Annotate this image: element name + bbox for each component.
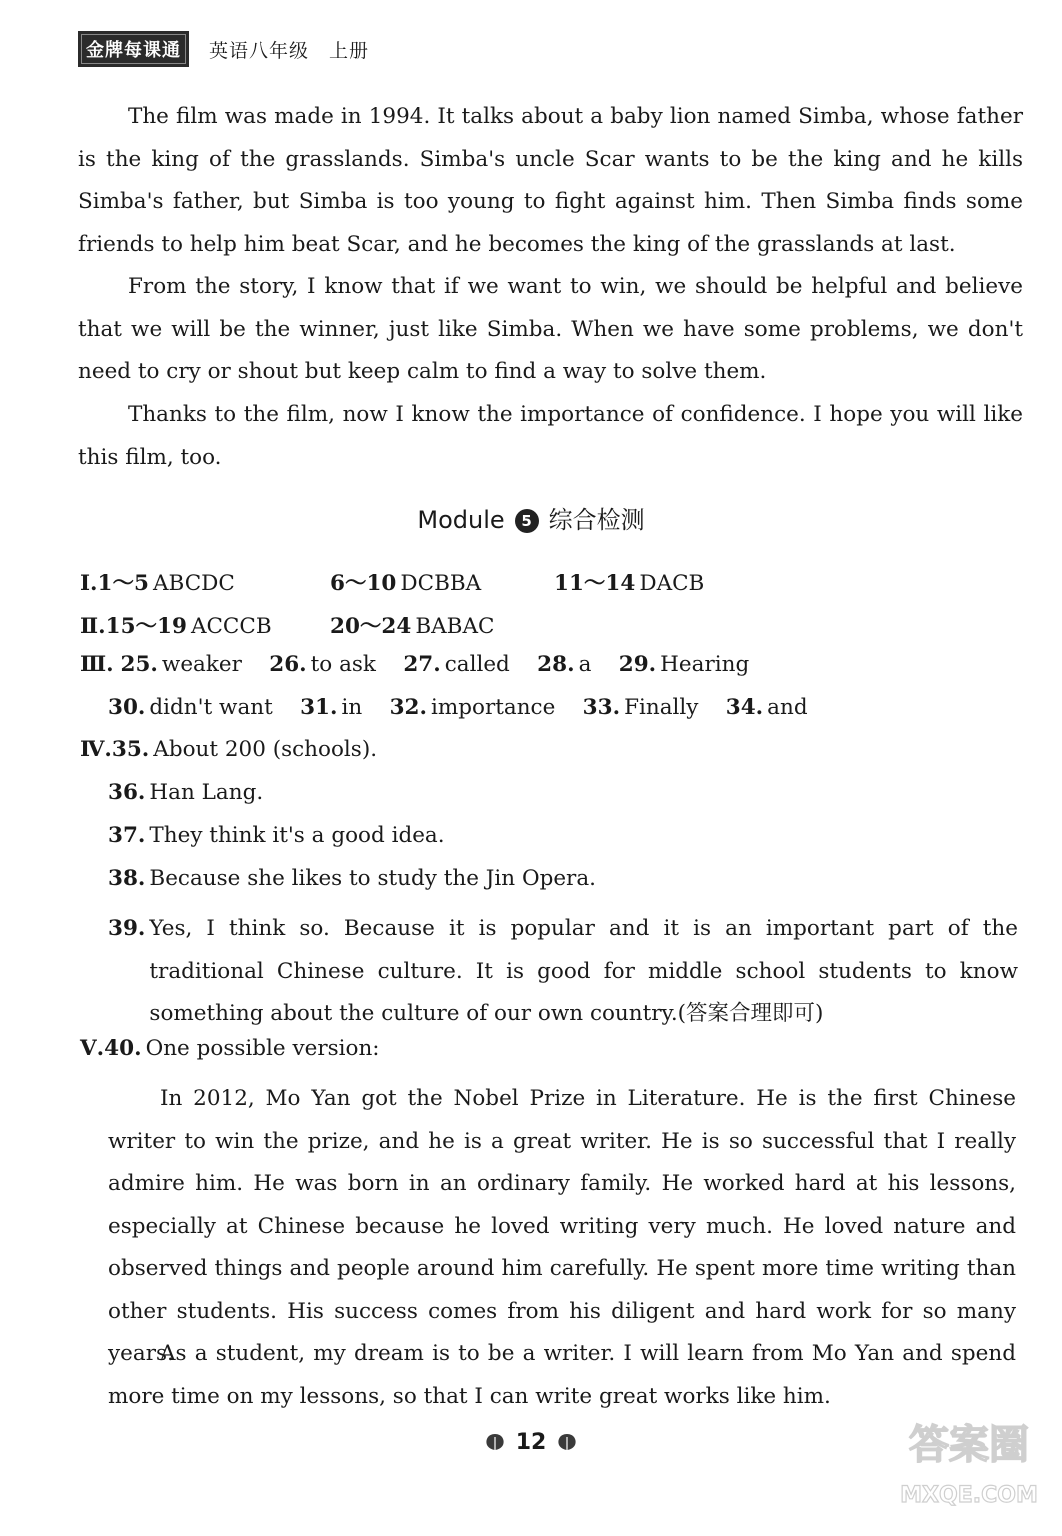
item-answer: Yes, I think so. Because it is popular and it is an important part of the traditional Chinese culture. It is good for middle school students to know something about the culture of our own country.(答案合理即可) [149, 916, 1018, 1026]
module-title [0, 500, 1062, 535]
answer-value: DCBBA [400, 571, 482, 596]
item-number: 36. [108, 780, 146, 805]
leaf-icon [556, 1433, 578, 1451]
item-answer: About 200 (schools). [153, 737, 378, 762]
watermark-text-1: 答案圈 [909, 1422, 1029, 1468]
item-number: 40. [104, 1036, 142, 1061]
item-answer: called [444, 652, 510, 677]
item-answer: a [578, 652, 592, 677]
section-1-group-3 [554, 566, 704, 597]
item-answer: weaker [161, 652, 242, 677]
page-header [78, 34, 369, 64]
item-answer: Han Lang. [149, 780, 264, 805]
answer-range: 15～19 [105, 614, 187, 639]
item-number: 30. [108, 695, 146, 720]
item-answer: to ask [310, 652, 376, 677]
section-3-line-1 [80, 652, 749, 677]
answer-range: 6～10 [330, 571, 397, 596]
answer-value: DACB [639, 571, 705, 596]
section-4-item-35 [80, 737, 377, 762]
item-answer: One possible version: [145, 1036, 380, 1061]
answer-range: 1～5 [97, 571, 149, 596]
item-number: 35. [111, 737, 150, 762]
section-label: Ⅰ. [80, 571, 98, 596]
item-number: 38. [108, 866, 146, 891]
section-1-group-2 [330, 566, 481, 597]
section-2-group-2 [330, 609, 494, 640]
watermark-logo [894, 1406, 1044, 1516]
leaf-icon [484, 1433, 506, 1451]
item-number: 34. [725, 695, 764, 720]
section-label: Ⅱ. [80, 614, 106, 639]
section-label: Ⅳ. [80, 737, 112, 762]
section-4-item-39 [108, 908, 1018, 1036]
module-prefix: Module [417, 506, 505, 534]
item-answer: didn't want [149, 695, 273, 720]
header-title: 英语八年级 上册 [209, 39, 370, 62]
watermark-text-2: MXQE.COM [900, 1483, 1038, 1508]
item-answer: importance [430, 695, 556, 720]
page-number: 12 [515, 1430, 547, 1455]
item-answer: Because she likes to study the Jin Opera. [149, 866, 596, 891]
item-answer: They think it's a good idea. [149, 823, 445, 848]
item-number: 39. [108, 916, 146, 941]
reading-paragraph-2: From the story, I know that if we want to win, we should be helpful and believe that we will be the winner, just like Simba. When we have some problems, we don't need to cry or shout but keep calm to find a way to solve them. [78, 274, 1023, 384]
item-number: 33. [582, 695, 621, 720]
section-4-item-36 [108, 780, 263, 805]
answer-value: ACCCB [190, 614, 272, 639]
section-2-answers [80, 609, 272, 640]
item-number: 31. [300, 695, 338, 720]
answer-value: ABCDC [152, 571, 235, 596]
brand-logo: 金牌每课通 [78, 31, 189, 67]
item-number: 25. [120, 652, 158, 677]
essay-paragraph-2: As a student, my dream is to be a writer. I will learn from Mo Yan and spend more time on my lessons, so that I can write great works like him. [108, 1341, 1016, 1409]
module-number-badge: 5 [515, 509, 539, 533]
reading-paragraph-3: Thanks to the film, now I know the importance of confidence. I hope you will like this film, too. [78, 402, 1023, 470]
section-5-intro [80, 1036, 380, 1061]
essay-paragraph-1: In 2012, Mo Yan got the Nobel Prize in Literature. He is the first Chinese writer to win the prize, and he is a great writer. He is so successful that I really admire him. He was born in an ordinary family. He worked hard at his lessons, especially at Chinese because he loved writing very much. He loved nature and observed things and people around him carefully. He spent more time writing than other students. His success comes from his diligent and hard work for so many years. [108, 1086, 1016, 1366]
item-answer: in [341, 695, 363, 720]
item-number: 28. [537, 652, 575, 677]
item-number: 26. [269, 652, 307, 677]
answer-value: BABAC [415, 614, 495, 639]
item-number: 29. [618, 652, 657, 677]
section-4-item-37 [108, 823, 445, 848]
reading-paragraph-1: The film was made in 1994. It talks about a baby lion named Simba, whose father is the king of the grasslands. Simba's uncle Scar wants to be the king and he kills Simba's father, but Simba is too young to fight against him. Then Simba finds some friends to help him beat Scar, and he becomes the king of the grasslands at last. [78, 104, 1023, 257]
item-number: 27. [403, 652, 441, 677]
item-answer: Hearing [660, 652, 750, 677]
item-answer: and [767, 695, 808, 720]
section-1-answers [80, 566, 235, 597]
section-label: Ⅲ. [80, 652, 114, 677]
item-number: 37. [108, 823, 146, 848]
item-answer: Finally [624, 695, 699, 720]
answer-range: 20～24 [330, 614, 412, 639]
section-label: Ⅴ. [80, 1036, 105, 1061]
section-4-item-38 [108, 866, 596, 891]
module-heading: 综合检测 [548, 506, 645, 534]
answer-range: 11～14 [554, 571, 636, 596]
item-number: 32. [389, 695, 427, 720]
section-3-line-2 [108, 695, 808, 720]
